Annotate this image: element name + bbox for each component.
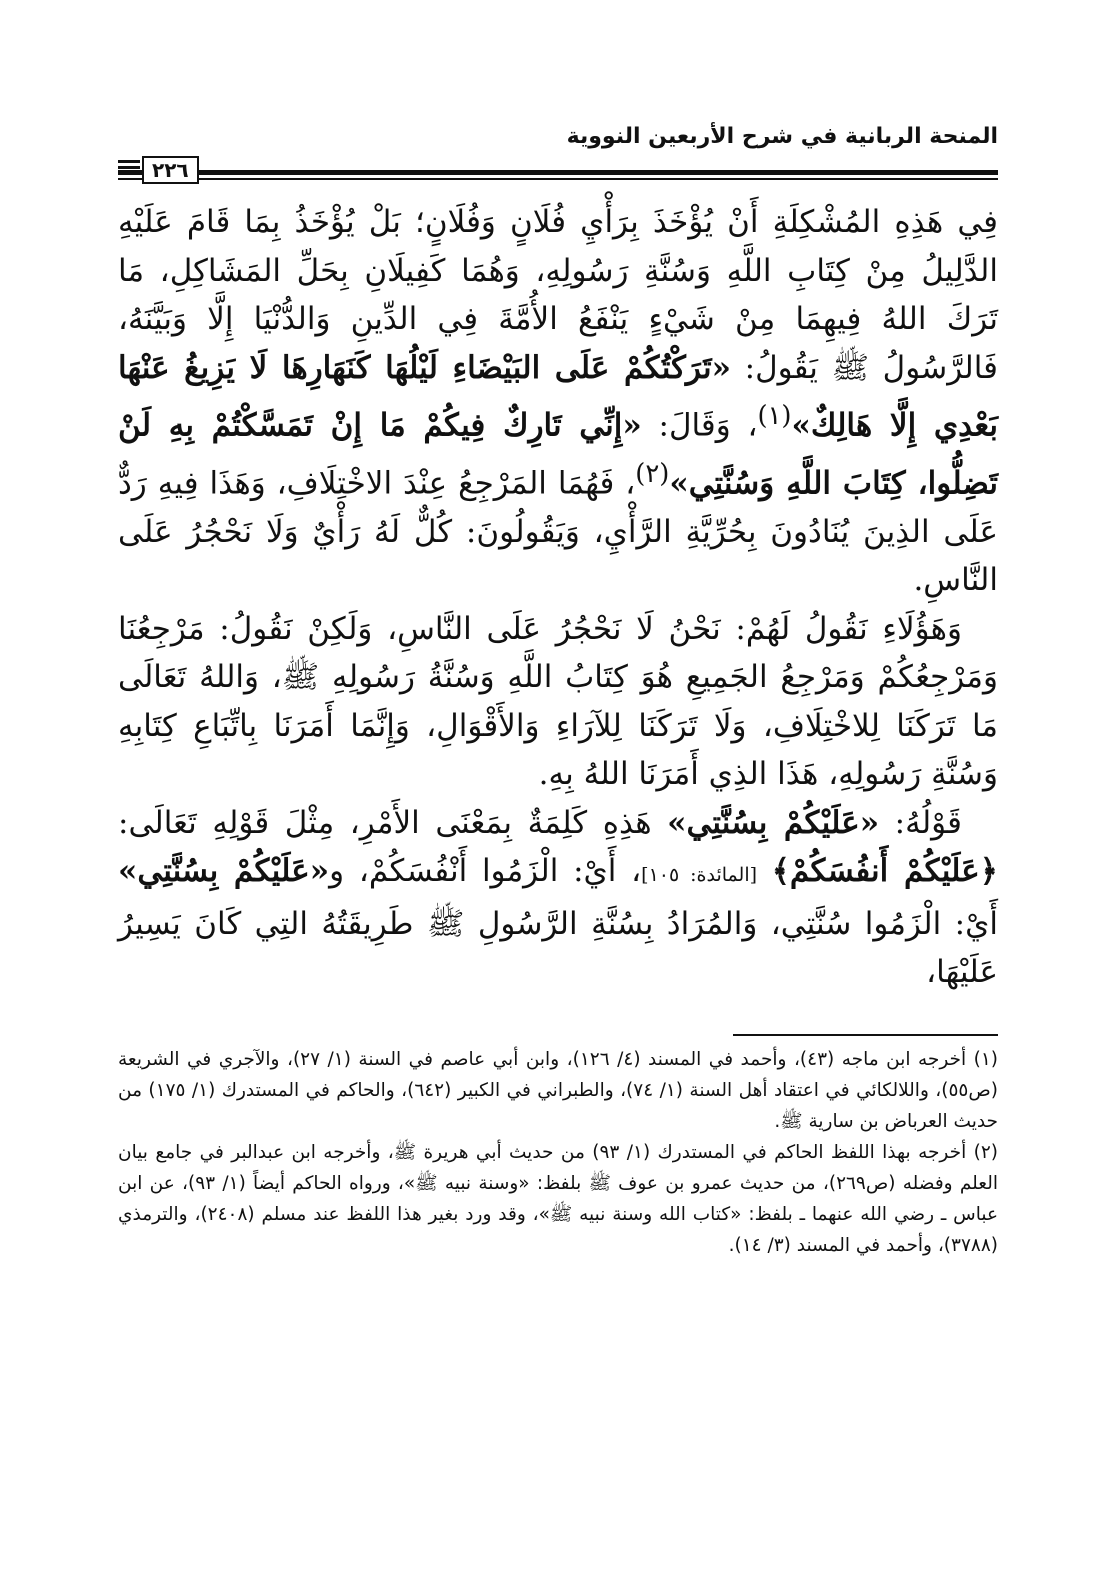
paragraph-3-text-c: ، أَيْ: الْزَمُوا أَنْفُسَكُمْ، و	[329, 853, 642, 890]
paragraph-3-text-d: أَيْ: الْزَمُوا سُنَّتِي، وَالمُرَادُ بِسُنَّةِ الرَّسُولِ ﷺ طَرِيقَتُهُ التِي كَانَ يَسِيرُ عَلَيْهَا،	[118, 905, 998, 991]
footnote-ref-2: (٢)	[635, 458, 670, 489]
footnote-2: (٢) أخرجه بهذا اللفظ الحاكم في المستدرك (١/ ٩٣) من حديث أبي هريرة ﷺ، وأخرجه ابن عبدالبر في جامع بيان العلم وفضله (ص٢٦٩)، من حديث عمرو بن عوف ﷺ بلفظ: «وسنة نبيه ﷺ»، ورواه الحاكم أيضاً (١/ ٩٣)، عن ابن عباس ـ رضي الله عنهما ـ بلفظ: «كتاب الله وسنة نبيه ﷺ»، وقد ورد بغير هذا اللفظ عند مسلم (٢٤٠٨)، والترمذي (٣٧٨٨)، وأحمد في المسند (٣/ ١٤).	[118, 1142, 998, 1256]
footnote-ref-1: (١)	[757, 401, 792, 431]
page-number: ٢٢٦	[142, 156, 199, 184]
verse-reference: [المائدة: ١٠٥]	[641, 864, 758, 887]
paragraph-1	[118, 198, 998, 605]
hadith-quote-4: «عَلَيْكُمْ بِسُنَّتِي»	[118, 853, 330, 890]
hadith-quote-3: «عَلَيْكُمْ بِسُنَّتِي»	[667, 804, 880, 841]
hadith-quote-1: «تَرَكْتُكُمْ عَلَى البَيْضَاءِ لَيْلُهَا كَنَهَارِهَا لَا يَزِيغُ عَنْهَا بَعْدِي إِلَّا هَالِكٌ»	[118, 349, 998, 444]
paragraph-2: وَهَؤُلَاءِ نَقُولُ لَهُمْ: نَحْنُ لَا نَحْجُرُ عَلَى النَّاسِ، وَلَكِنْ نَقُولُ: مَرْجِعُنَا وَمَرْجِعُكُمْ وَمَرْجِعُ الجَمِيعِ هُوَ كِتَابُ اللَّهِ وَسُنَّةُ رَسُولِهِ ﷺ، وَاللهُ تَعَالَى مَا تَرَكَنَا لِلاخْتِلَافِ، وَلَا تَرَكَنَا لِلآرَاءِ وَالأَقْوَالِ، وَإِنَّمَا أَمَرَنَا بِاتِّبَاعِ كِتَابِهِ وَسُنَّةِ رَسُولِهِ، هَذَا الذِي أَمَرَنَا اللهُ بِهِ.	[118, 610, 998, 793]
running-title: المنحة الربانية في شرح الأربعين النووية	[566, 124, 998, 149]
header-thick-line	[118, 170, 998, 175]
header-thin-line	[118, 178, 998, 180]
page-header	[118, 118, 998, 188]
header-ornament	[118, 160, 140, 174]
footnote-separator	[733, 1034, 998, 1036]
paragraph-1-text-b: ، وَقَالَ:	[658, 407, 758, 444]
paragraph-3	[118, 799, 998, 997]
quran-verse: ﴿عَلَيْكُمْ أَنفُسَكُمْ﴾	[771, 853, 998, 890]
hadith-quote-2: «إِنِّي تَارِكٌ فِيكُمْ مَا إِنْ تَمَسَّكْتُمْ بِهِ لَنْ تَضِلُّوا، كِتَابَ اللَّهِ وَسُنَّتِي»	[118, 407, 998, 502]
footnote-1: (١) أخرجه ابن ماجه (٤٣)، وأحمد في المسند (٤/ ١٢٦)، وابن أبي عاصم في السنة (١/ ٢٧)، والآجري في الشريعة (ص٥٥)، واللالكائي في اعتقاد أهل السنة (١/ ٧٤)، والطبراني في الكبير (٦٤٢)، والحاكم في المستدرك (١/ ١٧٥) من حديث العرباض بن سارية ﷺ.	[118, 1049, 998, 1132]
paragraph-1-text-c: ، فَهُمَا المَرْجِعُ عِنْدَ الاخْتِلَافِ، وَهَذَا فِيهِ رَدٌّ عَلَى الذِينَ يُنَادُونَ بِحُرِّيَّةِ الرَّأْيِ، وَيَقُولُونَ: كُلٌّ لَهُ رَأْيٌ وَلَا نَحْجُرُ عَلَى النَّاسِ.	[118, 465, 998, 599]
header-rule	[118, 158, 998, 188]
paragraph-3-text-a: قَوْلُهُ:	[894, 804, 962, 841]
footnotes	[118, 1044, 998, 1261]
paragraph-1-text-a: فِي هَذِهِ المُشْكِلَةِ أَنْ يُؤْخَذَ بِرَأْيِ فُلَانٍ وَفُلَانٍ؛ بَلْ يُؤْخَذُ بِمَا قَامَ عَلَيْهِ الدَّلِيلُ مِنْ كِتَابِ اللَّهِ وَسُنَّةِ رَسُولِهِ، وَهُمَا كَفِيلَانِ بِحَلِّ المَشَاكِلِ، مَا تَرَكَ اللهُ فِيهِمَا مِنْ شَيْءٍ يَنْفَعُ الأُمَّةَ فِي الدِّينِ وَالدُّنْيَا إِلَّا وَبَيَّنَهُ، فَالرَّسُولُ ﷺ يَقُولُ:	[118, 204, 999, 386]
paragraph-3-text-b: هَذِهِ كَلِمَةٌ بِمَعْنَى الأَمْرِ، مِثْلَ قَوْلِهِ تَعَالَى:	[118, 804, 652, 841]
main-text	[118, 198, 998, 997]
